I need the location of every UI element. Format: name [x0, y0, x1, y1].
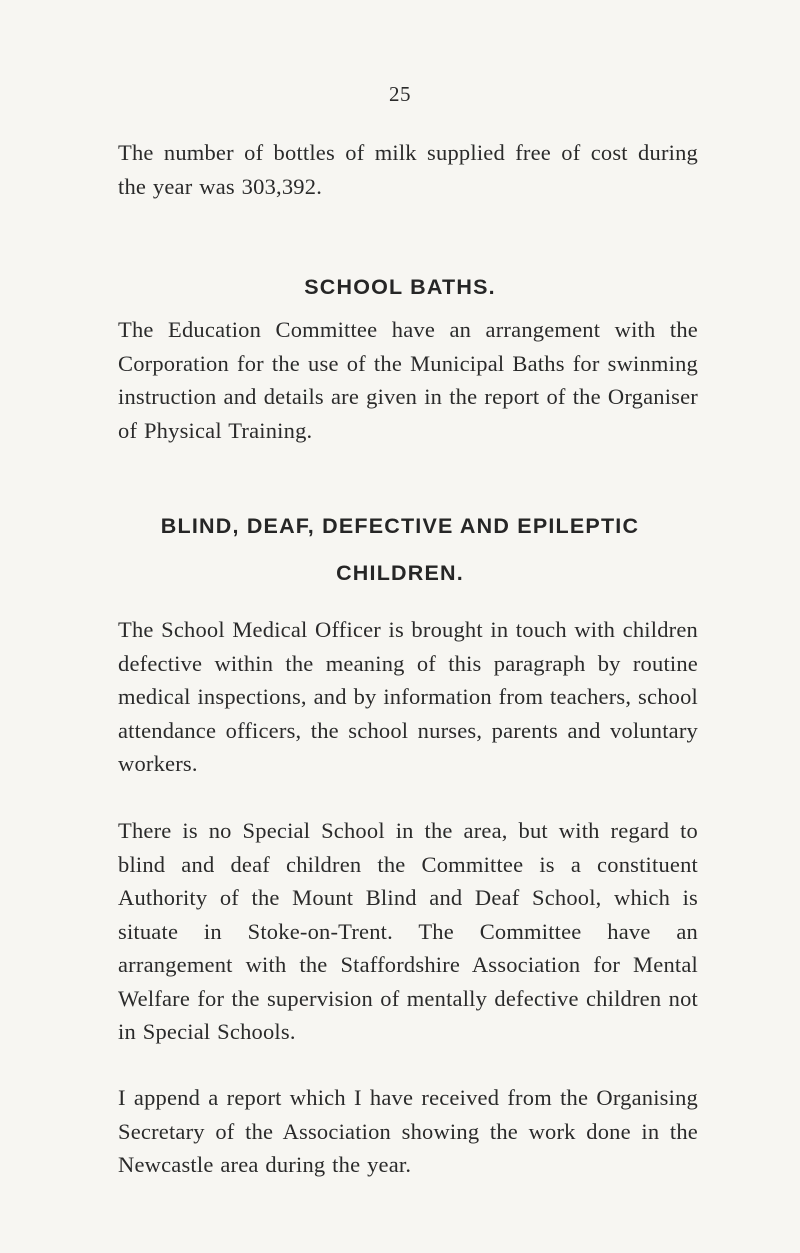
school-baths-paragraph: The Education Committee have an arrangement with the Corporation for the use of the Municipal Baths for swinming instruction and details are given in the report of the Organiser of Physical Training.: [118, 317, 698, 443]
medical-officer-paragraph: The School Medical Officer is brought in touch with children defective within the meaning of this paragraph by routine medical inspections, and by information from teachers, school attendance officers, the school nurses, parents and voluntary workers.: [118, 617, 698, 776]
blind-deaf-heading-line-2: CHILDREN.: [336, 561, 464, 585]
page-number: 25: [389, 82, 411, 106]
blind-deaf-heading-line-1: BLIND, DEAF, DEFECTIVE AND EPILEPTIC: [160, 514, 640, 538]
school-baths-heading: SCHOOL BATHS.: [304, 275, 496, 299]
append-report-paragraph: I append a report which I have received from the Organising Secretary of the Association showing the work done in the Newcastle area during the year.: [118, 1085, 698, 1177]
milk-paragraph: The number of bottles of milk supplied free of cost during the year was 303,392.: [118, 140, 698, 199]
special-school-paragraph: There is no Special School in the area, but with regard to blind and deaf children the Committee is a constituent Authority of the Mount Blind and Deaf School, which is situate in Stoke-on-Trent. The Committee have an arrangement with the Staffordshire Association for Mental Welfare for the supervision of mentally defective children not in Special Schools.: [118, 818, 698, 1044]
